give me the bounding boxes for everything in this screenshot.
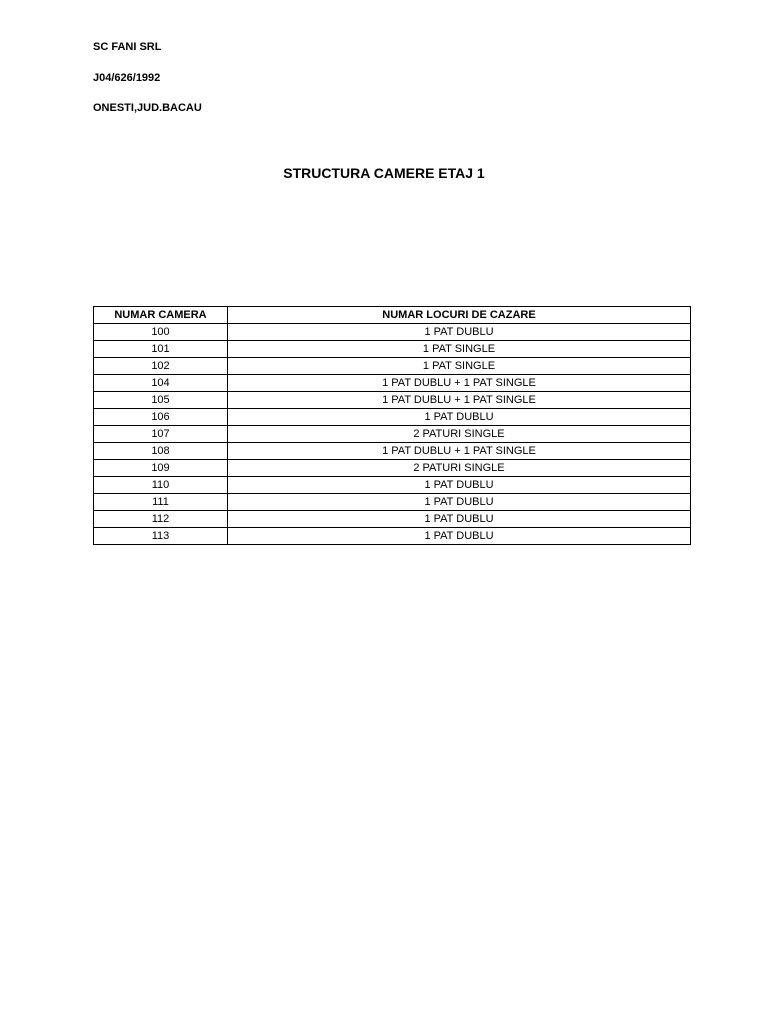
room-number-cell: 106 bbox=[94, 409, 228, 426]
table-row bbox=[94, 324, 691, 341]
accommodation-cell: 2 PATURI SINGLE bbox=[228, 460, 691, 477]
table-row bbox=[94, 358, 691, 375]
table-row bbox=[94, 426, 691, 443]
rooms-table bbox=[93, 306, 691, 545]
accommodation-cell: 2 PATURI SINGLE bbox=[228, 426, 691, 443]
accommodation-cell: 1 PAT DUBLU + 1 PAT SINGLE bbox=[228, 392, 691, 409]
accommodation-cell: 1 PAT SINGLE bbox=[228, 341, 691, 358]
room-number-cell: 105 bbox=[94, 392, 228, 409]
company-name: SC FANI SRL bbox=[93, 41, 162, 53]
company-address: ONESTI,JUD.BACAU bbox=[93, 102, 202, 114]
room-number-cell: 108 bbox=[94, 443, 228, 460]
table-row bbox=[94, 375, 691, 392]
accommodation-cell: 1 PAT DUBLU + 1 PAT SINGLE bbox=[228, 443, 691, 460]
company-registration-number: J04/626/1992 bbox=[93, 72, 161, 84]
table-row bbox=[94, 460, 691, 477]
table-row bbox=[94, 528, 691, 545]
table-row bbox=[94, 341, 691, 358]
accommodation-cell: 1 PAT SINGLE bbox=[228, 358, 691, 375]
room-number-cell: 100 bbox=[94, 324, 228, 341]
room-number-cell: 101 bbox=[94, 341, 228, 358]
header-room-number: NUMAR CAMERA bbox=[94, 307, 228, 324]
table-header-row bbox=[94, 307, 691, 324]
accommodation-cell: 1 PAT DUBLU bbox=[228, 511, 691, 528]
table-row bbox=[94, 443, 691, 460]
table-row bbox=[94, 477, 691, 494]
room-number-cell: 111 bbox=[94, 494, 228, 511]
accommodation-cell: 1 PAT DUBLU bbox=[228, 494, 691, 511]
room-number-cell: 107 bbox=[94, 426, 228, 443]
accommodation-cell: 1 PAT DUBLU + 1 PAT SINGLE bbox=[228, 375, 691, 392]
header-accommodation-places: NUMAR LOCURI DE CAZARE bbox=[228, 307, 691, 324]
accommodation-cell: 1 PAT DUBLU bbox=[228, 324, 691, 341]
table-row bbox=[94, 494, 691, 511]
accommodation-cell: 1 PAT DUBLU bbox=[228, 477, 691, 494]
accommodation-cell: 1 PAT DUBLU bbox=[228, 409, 691, 426]
table-row bbox=[94, 409, 691, 426]
table-row bbox=[94, 392, 691, 409]
room-number-cell: 104 bbox=[94, 375, 228, 392]
accommodation-cell: 1 PAT DUBLU bbox=[228, 528, 691, 545]
room-number-cell: 109 bbox=[94, 460, 228, 477]
room-number-cell: 112 bbox=[94, 511, 228, 528]
rooms-table-body bbox=[94, 324, 691, 545]
room-number-cell: 113 bbox=[94, 528, 228, 545]
document-title: STRUCTURA CAMERE ETAJ 1 bbox=[283, 165, 485, 181]
room-number-cell: 102 bbox=[94, 358, 228, 375]
table-row bbox=[94, 511, 691, 528]
room-number-cell: 110 bbox=[94, 477, 228, 494]
